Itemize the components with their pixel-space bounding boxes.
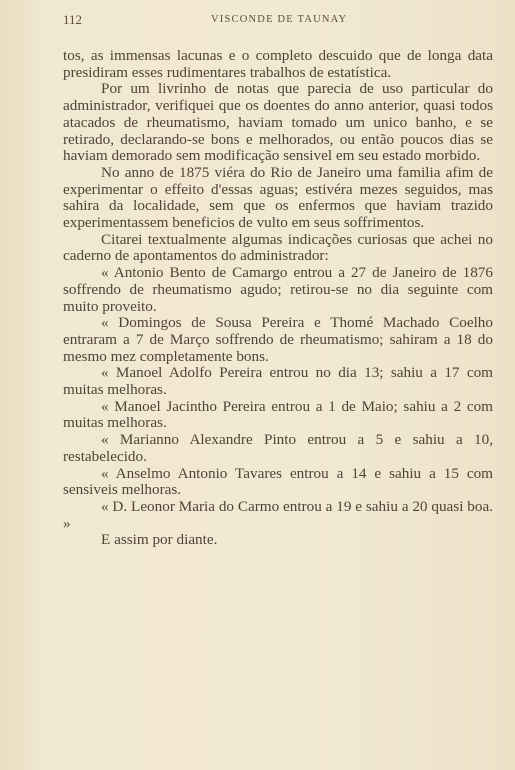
running-head: VISCONDE DE TAUNAY bbox=[211, 14, 348, 25]
quoted-entry: « Manoel Jacintho Pereira entrou a 1 de Maio; sahiu a 2 com muitas melhoras. bbox=[63, 397, 493, 432]
paragraph: Por um livrinho de notas que parecia de uso particular do administrador, verifiquei que os doentes do anno anterior, quasi todos atacados de rheumatismo, haviam tomado um unico banho, e se retirado, declarando-se bons e melhorados, ou então poucos dias se haviam demorado sem modificação sensivel em seu estado morbido. bbox=[63, 80, 493, 165]
quoted-entry: « Marianno Alexandre Pinto entrou a 5 e sahiu a 10, restabelecido. bbox=[63, 431, 493, 465]
quoted-entry: « Anselmo Antonio Tavares entrou a 14 e sahiu a 15 com sensiveis melhoras. bbox=[63, 464, 493, 499]
page-number: 112 bbox=[63, 12, 83, 27]
quoted-entry: « Antonio Bento de Camargo entrou a 27 de Janeiro de 1876 soffrendo de rheumatismo agudo; retirou-se no dia seguinte com muito proveito. bbox=[63, 264, 493, 315]
quoted-entry: « Manoel Adolfo Pereira entrou no dia 13; sahiu a 17 com muitas melhoras. bbox=[63, 364, 493, 399]
quoted-entry: « D. Leonor Maria do Carmo entrou a 19 e sahiu a 20 quasi boa. » bbox=[63, 497, 493, 532]
body-text bbox=[63, 48, 493, 549]
paragraph: Citarei textualmente algumas indicações curiosas que achei no caderno de apontamentos do administrador: bbox=[63, 230, 493, 265]
paragraph: tos, as immensas lacunas e o completo descuido que de longa data presidiram esses rudimentares trabalhos de estatística. bbox=[63, 47, 493, 81]
paragraph: E assim por diante. bbox=[101, 531, 218, 549]
paragraph: No anno de 1875 viéra do Rio de Janeiro uma familia afim de experimentar o effeito d'essas aguas; estivéra mezes seguidos, mas sahira da localidade, sem que os enfermos que haviam trazido experimentassem beneficios de vulto em seus soffrimentos. bbox=[63, 163, 493, 232]
quoted-entry: « Domingos de Sousa Pereira e Thomé Machado Coelho entraram a 7 de Março soffrendo de rheumatismo; sahiram a 18 do mesmo mez completamente bons. bbox=[63, 314, 493, 365]
page-header bbox=[63, 12, 493, 32]
